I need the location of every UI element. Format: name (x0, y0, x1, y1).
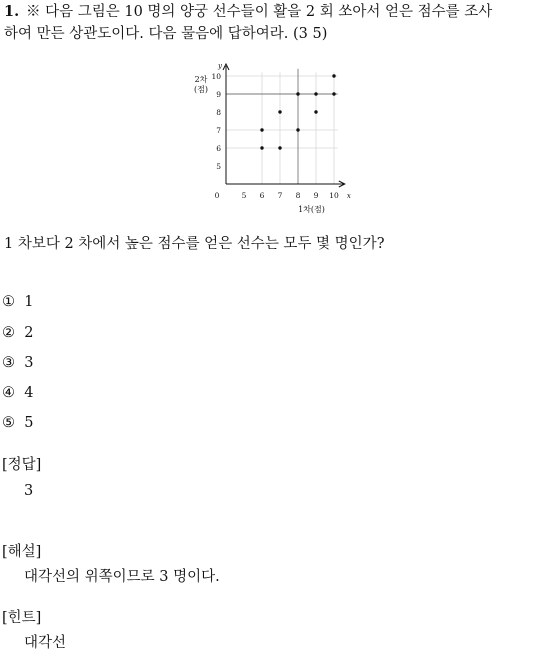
x-axis-letter: x (346, 192, 351, 200)
x-tick-label: 7 (277, 191, 283, 200)
choice-2-text: 2 (24, 325, 34, 341)
data-point (278, 110, 281, 113)
answer-value: 3 (24, 483, 34, 499)
y-axis-letter: y (218, 62, 222, 70)
sub-question: 1 차보다 2 차에서 높은 점수를 얻은 선수는 모두 몇 명인가? (4, 236, 385, 252)
data-point (314, 110, 317, 113)
choice-4[interactable] (2, 383, 33, 403)
y-axis-title-line2: (점) (194, 85, 208, 94)
y-tick-label: 8 (216, 108, 221, 117)
choice-5-text: 5 (24, 415, 34, 431)
y-tick-label: 10 (211, 72, 221, 81)
choice-2[interactable] (2, 323, 33, 343)
x-axis-title: 1차(점) (298, 205, 325, 214)
choice-2-mark: ② (2, 325, 15, 341)
chart-axes (223, 64, 345, 187)
x-tick-label: 8 (295, 191, 301, 200)
choice-4-text: 4 (24, 385, 34, 401)
choice-1[interactable] (2, 292, 33, 312)
choice-4-mark: ④ (2, 385, 15, 401)
x-tick-label: 5 (241, 191, 247, 200)
data-point (332, 92, 335, 95)
question-text-line1: ※ 다음 그림은 10 명의 양궁 선수들이 활을 2 회 쏘아서 얻은 점수를 조사 (26, 4, 493, 20)
data-point (278, 146, 281, 149)
chart-labels (194, 62, 351, 214)
x-tick-label: 9 (313, 191, 319, 200)
data-point (260, 128, 263, 131)
choice-5-mark: ⑤ (2, 415, 15, 431)
choice-1-text: 1 (24, 294, 34, 310)
data-point (296, 92, 299, 95)
explanation-value: 대각선의 위쪽이므로 3 명이다. (24, 569, 220, 585)
y-tick-label: 9 (216, 90, 221, 99)
choice-1-mark: ① (2, 294, 15, 310)
choice-5[interactable] (2, 413, 33, 433)
data-point (260, 146, 263, 149)
hint-value: 대각선 (24, 635, 67, 651)
data-point (314, 92, 317, 95)
y-tick-label: 5 (216, 162, 221, 171)
data-point (296, 128, 299, 131)
question-text-line2: 하여 만든 상관도이다. 다음 물음에 답하여라. (3 5) (4, 26, 328, 42)
chart-grid (226, 69, 338, 184)
x-tick-label: 10 (329, 191, 339, 200)
choice-3-mark: ③ (2, 355, 15, 371)
x-tick-label: 6 (259, 191, 265, 200)
data-point (332, 74, 335, 77)
hint-label: [힌트] (2, 610, 42, 626)
y-tick-label: 7 (216, 126, 221, 135)
choice-3[interactable] (2, 353, 33, 373)
question-number: 1. (4, 3, 20, 20)
answer-label: [정답] (2, 457, 42, 473)
choice-3-text: 3 (24, 355, 34, 371)
y-axis-title-line1: 2차 (194, 75, 208, 84)
origin-label: 0 (214, 191, 220, 200)
correlation-chart (188, 60, 351, 214)
y-tick-label: 6 (216, 144, 221, 153)
explanation-label: [해설] (2, 544, 42, 560)
